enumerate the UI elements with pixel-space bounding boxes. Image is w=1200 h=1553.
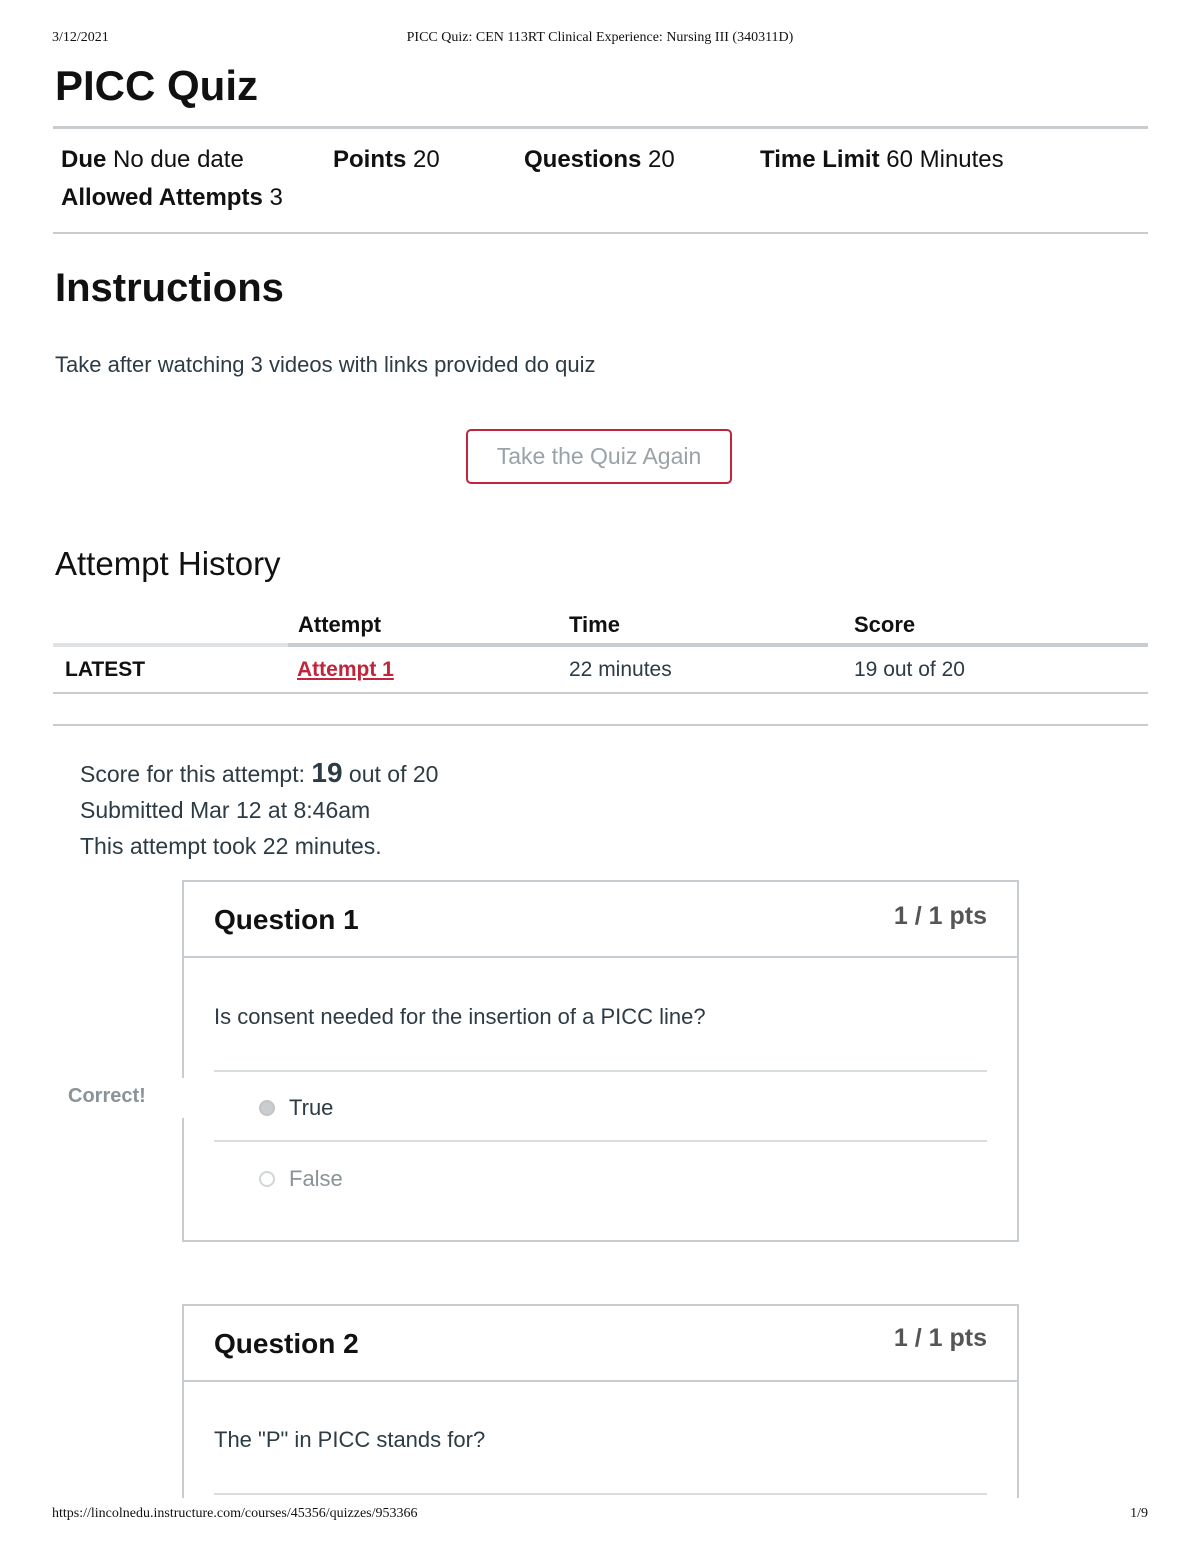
question-header xyxy=(184,882,1017,958)
instructions-heading: Instructions xyxy=(55,266,284,310)
question-divider xyxy=(214,1493,987,1495)
print-date: 3/12/2021 xyxy=(52,30,109,45)
score-suffix: out of 20 xyxy=(348,761,439,787)
question-divider xyxy=(214,1070,987,1072)
question-card xyxy=(182,880,1019,1242)
radio-selected-icon[interactable] xyxy=(259,1100,275,1116)
divider xyxy=(53,126,1148,129)
score-value: 19 xyxy=(311,757,343,788)
answer-label: False xyxy=(289,1166,343,1191)
points-value: 20 xyxy=(413,146,440,173)
print-header xyxy=(52,30,1148,50)
quiz-questions xyxy=(524,146,675,174)
divider xyxy=(53,724,1148,726)
radio-unselected-icon[interactable] xyxy=(259,1171,275,1187)
header-underline xyxy=(288,643,1148,647)
question-text: The "P" in PICC stands for? xyxy=(214,1427,486,1452)
correct-answer-label: Correct! xyxy=(68,1085,146,1107)
question-title: Question 2 xyxy=(214,1328,359,1359)
print-title: PICC Quiz: CEN 113RT Clinical Experience: Nursing III (340311D) xyxy=(406,30,794,45)
answer-option[interactable] xyxy=(259,1166,343,1192)
questions-label: Questions xyxy=(524,146,642,173)
take-quiz-again-button[interactable]: Take the Quiz Again xyxy=(466,429,732,484)
divider xyxy=(53,232,1148,234)
answer-option[interactable] xyxy=(259,1095,333,1121)
submitted-timestamp: Submitted Mar 12 at 8:46am xyxy=(80,797,371,823)
quiz-points xyxy=(333,146,440,174)
page-title: PICC Quiz xyxy=(55,62,259,109)
question-header xyxy=(184,1306,1017,1382)
question-card xyxy=(182,1304,1019,1524)
page-number: 1/9 xyxy=(1130,1506,1148,1521)
column-header-time: Time xyxy=(569,612,620,637)
attempt-history-heading: Attempt History xyxy=(55,545,281,582)
border-gap xyxy=(182,1078,186,1118)
attempt-score-summary xyxy=(80,757,438,789)
question-points: 1 / 1 pts xyxy=(893,1324,987,1352)
quiz-time-limit xyxy=(760,146,1004,174)
time-limit-value: 60 Minutes xyxy=(886,146,1004,173)
column-header-attempt: Attempt xyxy=(298,612,382,637)
time-limit-label: Time Limit xyxy=(760,146,880,173)
score-prefix: Score for this attempt: xyxy=(80,761,305,787)
instructions-text: Take after watching 3 videos with links provided do quiz xyxy=(55,352,596,377)
due-label: Due xyxy=(61,146,107,173)
answer-label: True xyxy=(289,1095,334,1120)
question-title: Question 1 xyxy=(214,904,359,935)
attempt-duration: This attempt took 22 minutes. xyxy=(80,833,382,859)
print-url: https://lincolnedu.instructure.com/courses/45356/quizzes/953366 xyxy=(52,1506,418,1521)
header-underline xyxy=(53,643,288,647)
questions-value: 20 xyxy=(648,146,675,173)
question-points: 1 / 1 pts xyxy=(893,902,987,930)
points-label: Points xyxy=(333,146,407,173)
quiz-allowed-attempts xyxy=(61,184,283,212)
latest-tag: LATEST xyxy=(65,658,146,681)
question-text: Is consent needed for the insertion of a PICC line? xyxy=(214,1004,706,1029)
print-footer xyxy=(52,1506,1148,1526)
quiz-due xyxy=(61,146,244,174)
attempt-score: 19 out of 20 xyxy=(854,658,965,681)
attempts-value: 3 xyxy=(269,184,283,211)
row-divider xyxy=(53,692,1148,694)
attempts-label: Allowed Attempts xyxy=(61,184,263,211)
attempt-link[interactable]: Attempt 1 xyxy=(297,658,394,681)
column-header-score: Score xyxy=(854,612,916,637)
answer-divider xyxy=(214,1140,987,1142)
attempt-time: 22 minutes xyxy=(569,658,672,681)
due-value: No due date xyxy=(113,146,244,173)
